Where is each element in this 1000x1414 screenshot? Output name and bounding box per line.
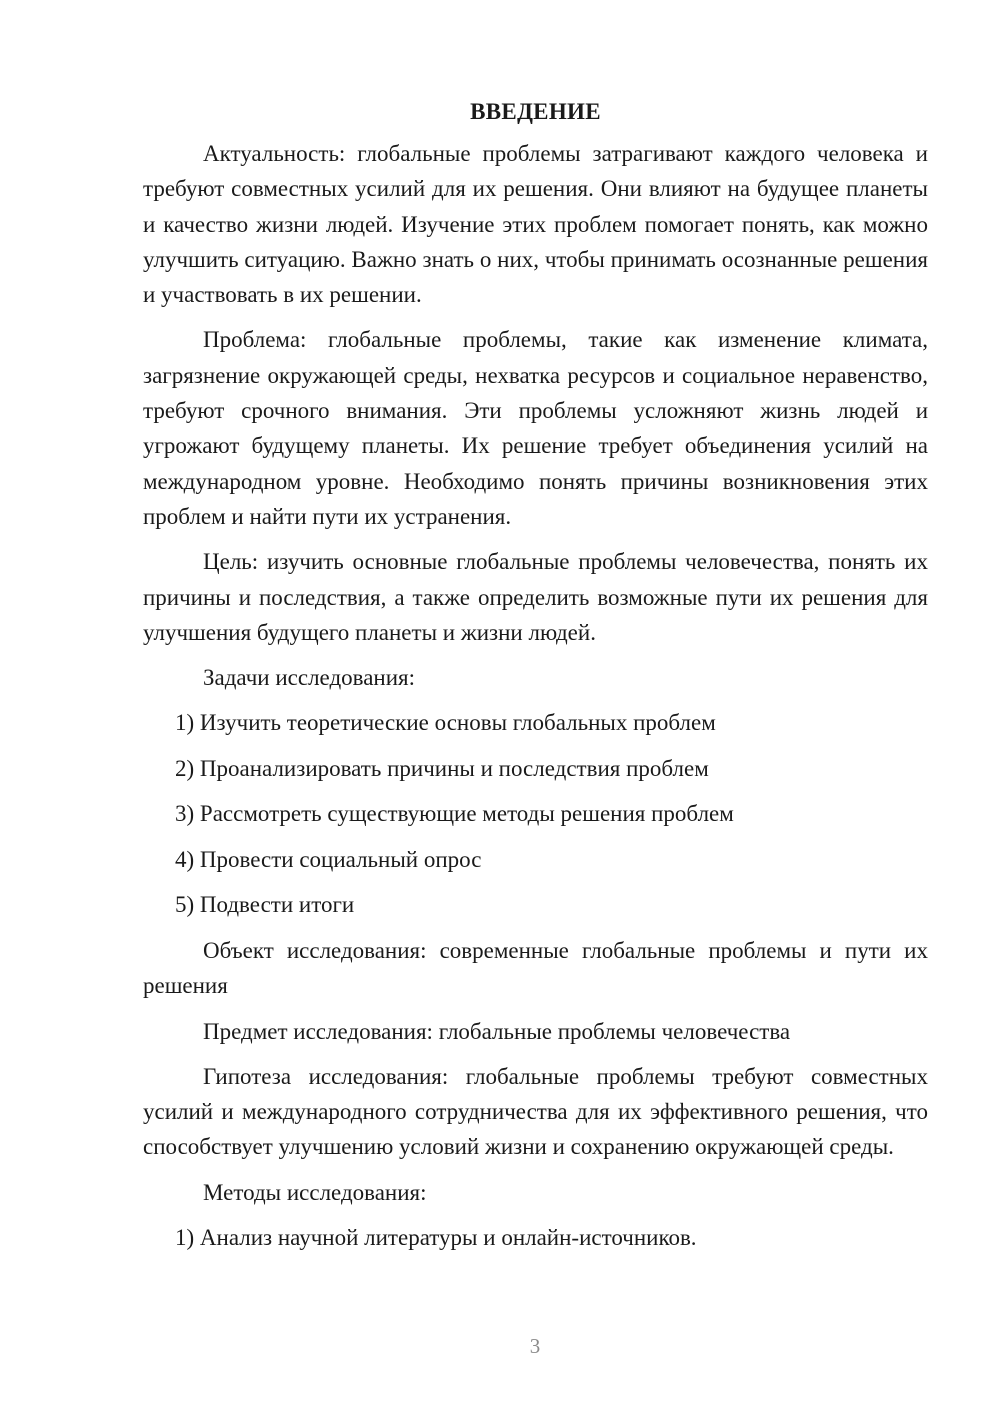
methods-list: [143, 1220, 928, 1255]
document-page: [143, 94, 928, 1266]
object-paragraph: Объект исследования: современные глобальные проблемы и пути их решения: [143, 937, 928, 999]
page-number: 3: [529, 1334, 541, 1358]
list-item: 2) Проанализировать причины и последствия проблем: [175, 755, 709, 781]
tasks-heading: Задачи исследования:: [203, 665, 416, 691]
subject-paragraph: Предмет исследования: глобальные проблемы человечества: [203, 1018, 791, 1044]
page-title: ВВЕДЕНИЕ: [470, 99, 601, 124]
problem-paragraph: Проблема: глобальные проблемы, такие как изменение климата, загрязнение окружающей среды, нехватка ресурсов и социальное неравенство, требуют срочного внимания. Эти проблемы усложняют жизнь людей и угрожают будущему планеты. Их решение требует объединения усилий на международном уровне. Необходимо понять причины возникновения этих проблем и найти пути их устранения.: [143, 327, 928, 529]
list-item: 1) Изучить теоретические основы глобальных проблем: [175, 710, 716, 736]
methods-heading: Методы исследования:: [203, 1179, 427, 1205]
tasks-list: [143, 705, 928, 922]
list-item: 4) Провести социальный опрос: [175, 846, 482, 872]
goal-paragraph: Цель: изучить основные глобальные проблемы человечества, понять их причины и последствия, а также определить возможные пути их решения для улучшения будущего планеты и жизни людей.: [143, 549, 928, 645]
list-item: 3) Рассмотреть существующие методы решения проблем: [175, 801, 734, 827]
list-item: 1) Анализ научной литературы и онлайн-источников.: [175, 1225, 697, 1251]
hypothesis-paragraph: Гипотеза исследования: глобальные проблемы требуют совместных усилий и международного сотрудничества для их эффективного решения, что способствует улучшению условий жизни и сохранению окружающей среды.: [143, 1063, 928, 1160]
list-item: 5) Подвести итоги: [175, 892, 355, 918]
relevance-paragraph: Актуальность: глобальные проблемы затрагивают каждого человека и требуют совместных усилий для их решения. Они влияют на будущее планеты и качество жизни людей. Изучение этих проблем помогает понять, как можно улучшить ситуацию. Важно знать о них, чтобы принимать осознанные решения и участвовать в их решении.: [143, 141, 928, 308]
